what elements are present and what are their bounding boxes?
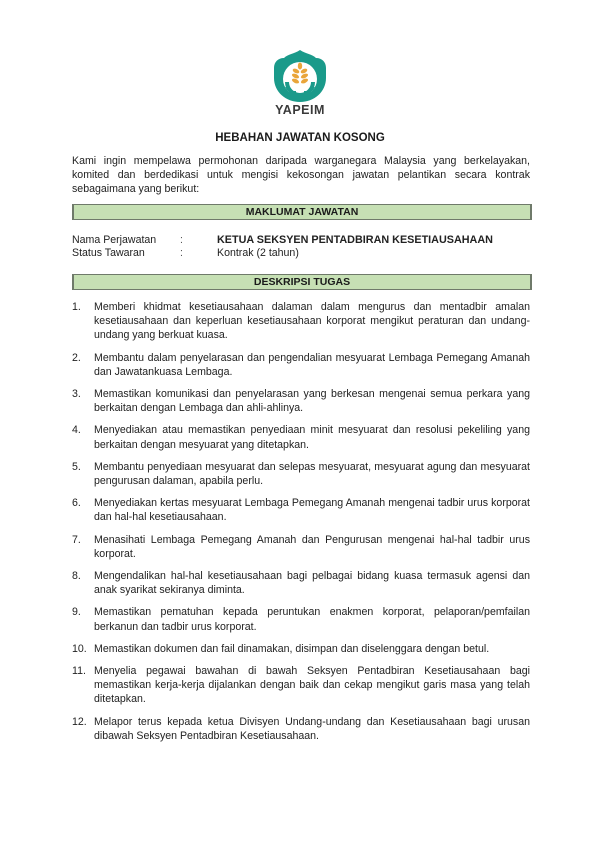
task-text: Membantu dalam penyelarasan dan pengendalian mesyuarat Lembaga Pemegang Amanah dan Jawatankuasa Lembaga. (94, 351, 530, 378)
task-item (72, 351, 530, 379)
task-number: 12. (72, 715, 87, 728)
task-number: 7. (72, 533, 81, 546)
task-item (72, 664, 530, 707)
info-label: Nama Perjawatan (72, 234, 157, 246)
info-label: Status Tawaran (72, 247, 145, 259)
task-text: Mengendalikan hal-hal kesetiausahaan bagi pelbagai bidang kuasa termasuk agensi dan anak syarikat sekiranya diminta. (94, 570, 530, 597)
task-item (72, 605, 530, 633)
task-number: 2. (72, 351, 81, 364)
task-item (72, 533, 530, 561)
yapeim-emblem-icon (266, 48, 334, 104)
task-number: 8. (72, 570, 81, 583)
task-text: Memastikan pematuhan kepada peruntukan enakmen korporat, pelaporan/pemfailan berkanun dan tadbir urus korporat. (94, 606, 530, 633)
info-row-nama-perjawatan (72, 233, 542, 247)
task-number: 9. (72, 606, 81, 619)
info-colon: : (180, 234, 183, 246)
task-text: Menyelia pegawai bawahan di bawah Seksyen Pentadbiran Kesetiausahaan bagi memastikan kerja-kerja dijalankan dengan baik dan cekap mengikut garis masa yang telah ditetapkan. (94, 665, 530, 706)
task-item (72, 387, 530, 415)
logo-text: YAPEIM (275, 103, 325, 117)
task-text: Menasihati Lembaga Pemegang Amanah dan Pengurusan mengenai hal-hal tadbir urus korporat. (94, 533, 530, 560)
task-text: Membantu penyediaan mesyuarat dan selepas mesyuarat, mesyuarat agung dan mesyuarat pengurusan dalaman, apabila perlu. (94, 460, 530, 488)
page-title: HEBAHAN JAWATAN KOSONG (215, 132, 385, 144)
task-item (72, 423, 530, 451)
task-item (72, 715, 530, 743)
task-number: 10. (72, 642, 87, 655)
task-number: 11. (72, 665, 86, 678)
task-item (72, 569, 530, 597)
task-text: Menyediakan kertas mesyuarat Lembaga Pemegang Amanah mengenai tadbir urus korporat dan hal-hal kesetiausahaan. (94, 497, 530, 524)
task-number: 1. (72, 301, 81, 313)
task-item (72, 496, 530, 524)
info-value-job-title: KETUA SEKSYEN PENTADBIRAN KESETIAUSAHAAN (217, 234, 493, 246)
task-list (72, 300, 530, 751)
section-heading-deskripsi: DESKRIPSI TUGAS (72, 274, 532, 290)
task-item (72, 642, 530, 656)
task-text: Melapor terus kepada ketua Divisyen Undang-undang dan Kesetiausahaan bagi urusan dibawah Seksyen Pentadbiran Kesetiausahaan. (94, 715, 530, 742)
task-number: 4. (72, 424, 81, 437)
task-item (72, 300, 530, 343)
task-text: Memberi khidmat kesetiausahaan dalaman dalam mengurus dan mentadbir amalan kesetiausahaan dan keperluan kesetiausahaan korporat mengikut peraturan dan undang-undang yang berkuat kuasa. (94, 301, 530, 342)
yapeim-logo (266, 48, 334, 104)
task-text: Memastikan dokumen dan fail dinamakan, disimpan dan diselenggara dengan betul. (94, 642, 490, 655)
section-heading-maklumat: MAKLUMAT JAWATAN (72, 204, 532, 220)
info-colon: : (180, 247, 183, 259)
task-text: Menyediakan atau memastikan penyediaan minit mesyuarat dan resolusi pekeliling yang berkaitan dengan mesyuarat yang ditetapkan. (94, 424, 530, 451)
info-value-status: Kontrak (2 tahun) (217, 247, 299, 259)
task-number: 6. (72, 497, 81, 510)
task-number: 5. (72, 460, 81, 473)
task-item (72, 460, 530, 488)
intro-paragraph: Kami ingin mempelawa permohonan daripada warganegara Malaysia yang berkelayakan, komited dan berdedikasi untuk mengisi kekosongan jawatan pelantikan secara kontrak sebagaimana yang berikut: (72, 155, 530, 195)
task-text: Memastikan komunikasi dan penyelarasan yang berkesan mengenai semua perkara yang berkaitan dengan Lembaga dan ahli-ahlinya. (94, 388, 530, 415)
info-row-status-tawaran (72, 246, 542, 260)
task-number: 3. (72, 388, 81, 401)
